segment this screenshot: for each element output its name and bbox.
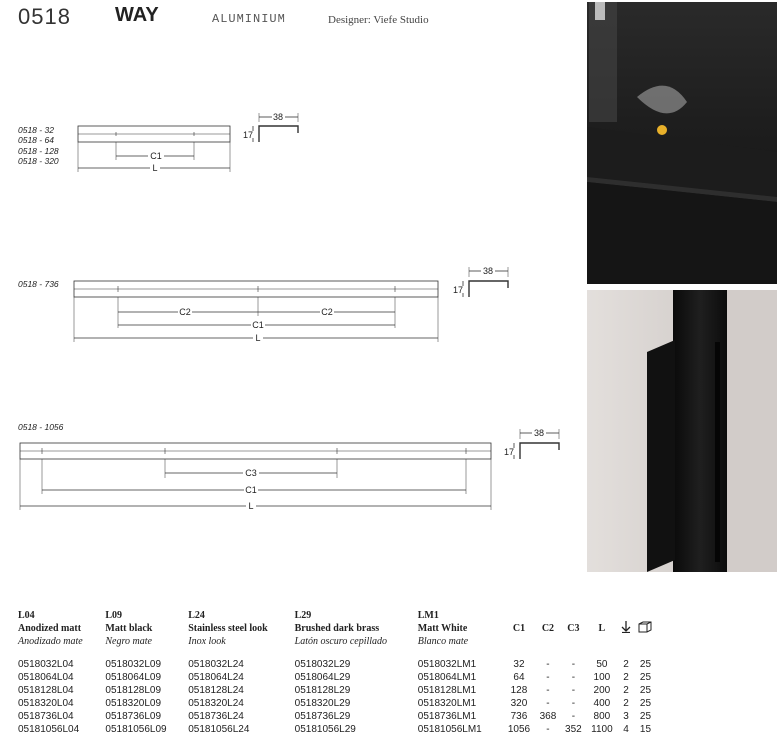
pack-cell: 2 — [623, 685, 629, 696]
product-name: WAY — [115, 4, 159, 26]
l-cell: 1100 — [591, 724, 613, 735]
l-cell: 200 — [593, 685, 611, 696]
table-row — [18, 684, 658, 697]
ref-cell: 0518128L29 — [294, 685, 351, 696]
profile-section — [259, 126, 298, 142]
ref-cell: 0518736LM1 — [417, 711, 477, 722]
box-cell: 15 — [639, 724, 652, 735]
c2-cell: - — [546, 698, 550, 709]
dim-l-label: L — [255, 333, 261, 343]
dim-c3-label: C3 — [245, 468, 257, 478]
c1-cell: 32 — [513, 659, 525, 670]
model-label: 0518 - 1056 — [18, 422, 64, 432]
ref-cell: 0518320L09 — [105, 698, 162, 709]
ref-cell: 05181056L24 — [188, 724, 250, 735]
arrow-down-icon — [619, 609, 636, 654]
ref-cell: 0518032LM1 — [417, 659, 477, 670]
l-cell: 400 — [593, 698, 611, 709]
col-header-l: L — [598, 623, 606, 634]
ref-cell: 0518032L04 — [18, 659, 74, 670]
finish-header-l09: L09 Matt black Negro mate — [105, 610, 153, 647]
ref-cell: 0518736L24 — [188, 711, 244, 722]
c2-cell: - — [546, 724, 550, 735]
ref-cell: 05181056LM1 — [417, 724, 482, 735]
product-photo-top — [587, 2, 777, 284]
c3-cell: - — [571, 685, 576, 696]
ref-cell: 0518064LM1 — [417, 672, 477, 683]
ref-cell: 0518064L29 — [294, 672, 351, 683]
c3-cell: - — [571, 698, 576, 709]
drawing-group-large — [18, 422, 559, 511]
c1-cell: 128 — [510, 685, 528, 696]
ref-cell: 05181056L09 — [105, 724, 167, 735]
ref-cell: 0518032L09 — [105, 659, 162, 670]
product-code: 0518 — [18, 4, 71, 29]
box-cell: 25 — [639, 672, 652, 683]
table-header-row — [18, 609, 658, 654]
profile-section — [520, 443, 559, 459]
box-cell: 25 — [639, 685, 652, 696]
drawing-group-small — [18, 112, 298, 173]
dim-width-label: 38 — [482, 266, 494, 276]
product-designer: Designer: Viefe Studio — [328, 14, 429, 26]
pack-cell: 2 — [623, 659, 629, 670]
pack-cell: 3 — [623, 711, 629, 722]
dim-l-label: L — [152, 163, 158, 173]
finish-header-l24: L24 Stainless steel look Inox look — [188, 610, 268, 647]
dim-c1-label: C1 — [245, 485, 257, 495]
box-cell: 25 — [639, 698, 652, 709]
ref-cell: 0518032L29 — [294, 659, 351, 670]
col-header-c1: C1 — [512, 623, 526, 634]
table-row — [18, 671, 658, 684]
ref-cell: 0518064L04 — [18, 672, 74, 683]
ref-cell: 0518736L29 — [294, 711, 351, 722]
l-cell: 800 — [593, 711, 611, 722]
ref-cell: 0518320L24 — [188, 698, 244, 709]
model-label: 0518 - 64 — [18, 135, 54, 145]
dim-c1-label: C1 — [252, 320, 264, 330]
pack-cell: 2 — [623, 672, 629, 683]
ref-cell: 05181056L04 — [18, 724, 80, 735]
col-header-c3: C3 — [567, 623, 580, 634]
table-row — [18, 710, 658, 723]
pack-cell: 2 — [623, 698, 629, 709]
model-label: 0518 - 320 — [18, 156, 59, 166]
finish-header-l04: L04 Anodized matt Anodizado mate — [18, 610, 83, 647]
finish-header-l29: L29 Brushed dark brass Latón oscuro cepillado — [294, 610, 388, 647]
c2-cell: - — [546, 672, 550, 683]
dim-height-label: 17 — [503, 447, 515, 457]
finish-header-lm1: LM1 Matt White Blanco mate — [417, 610, 469, 647]
model-label: 0518 - 128 — [18, 146, 59, 156]
l-cell: 50 — [596, 659, 608, 670]
product-photo-bottom — [587, 290, 777, 572]
c1-cell: 320 — [510, 698, 528, 709]
dim-height-label: 17 — [452, 285, 464, 295]
product-material: ALUMINIUM — [212, 12, 286, 26]
c1-cell: 736 — [510, 711, 528, 722]
ref-cell: 0518128L04 — [18, 685, 74, 696]
ref-cell: 0518128L09 — [105, 685, 162, 696]
c1-cell: 1056 — [507, 724, 531, 735]
product-reference-table — [18, 609, 658, 736]
c3-cell: - — [571, 672, 576, 683]
ref-cell: 0518032L24 — [188, 659, 244, 670]
ref-cell: 0518736L04 — [18, 711, 74, 722]
c1-cell: 64 — [513, 672, 525, 683]
dim-width-label: 38 — [272, 112, 284, 122]
table-row — [18, 723, 658, 736]
profile-section — [469, 281, 508, 297]
dim-l-label: L — [248, 501, 254, 511]
dim-height-label: 17 — [242, 130, 254, 140]
ref-cell: 0518128L24 — [188, 685, 244, 696]
dim-c2-label: C2 — [321, 307, 333, 317]
drawing-group-medium — [18, 266, 508, 343]
ref-cell: 0518128LM1 — [417, 685, 477, 696]
table-row — [18, 654, 658, 671]
c3-cell: 352 — [565, 724, 582, 735]
c2-cell: - — [546, 685, 550, 696]
ref-cell: 05181056L29 — [294, 724, 356, 735]
model-label: 0518 - 736 — [18, 279, 59, 289]
box-cell: 25 — [639, 711, 652, 722]
ref-cell: 0518064L09 — [105, 672, 162, 683]
pack-cell: 4 — [623, 724, 629, 735]
box-cell: 25 — [639, 659, 652, 670]
ref-cell: 0518064L24 — [188, 672, 244, 683]
ref-cell: 0518320LM1 — [417, 698, 477, 709]
ref-cell: 0518736L09 — [105, 711, 162, 722]
col-header-c2: C2 — [541, 623, 555, 634]
dim-c2-label: C2 — [179, 307, 191, 317]
table-row — [18, 697, 658, 710]
ref-cell: 0518320L29 — [294, 698, 351, 709]
c2-cell: - — [546, 659, 550, 670]
c2-cell: 368 — [539, 711, 557, 722]
ref-cell: 0518320L04 — [18, 698, 74, 709]
c3-cell: - — [571, 659, 576, 670]
dim-width-label: 38 — [533, 428, 545, 438]
c3-cell: - — [571, 711, 576, 722]
dim-c1-label: C1 — [150, 151, 162, 161]
l-cell: 100 — [593, 672, 611, 683]
box-icon — [636, 609, 658, 654]
model-label: 0518 - 32 — [18, 125, 54, 135]
